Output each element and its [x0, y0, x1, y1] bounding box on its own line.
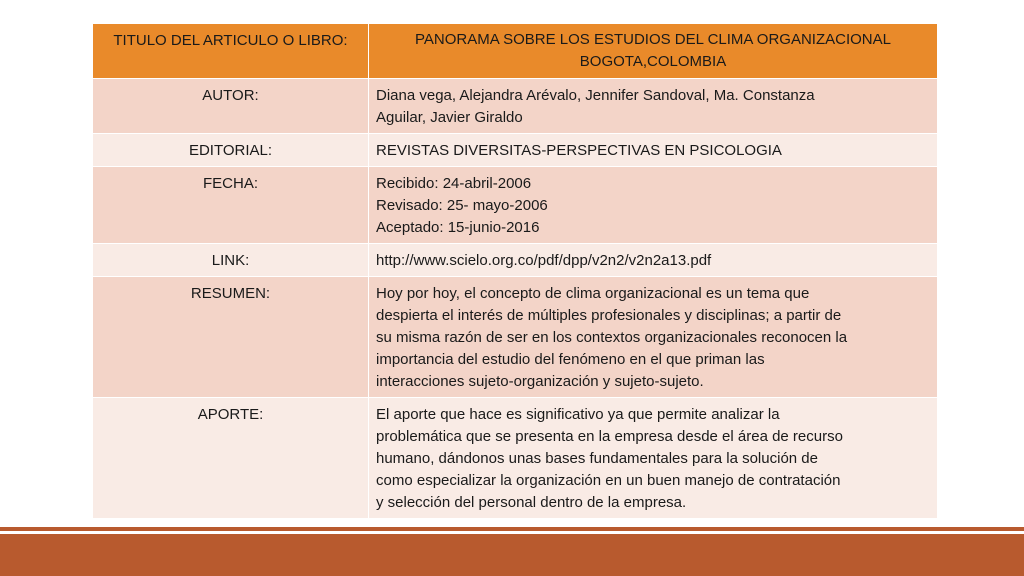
- row-label-cell: [93, 244, 369, 277]
- table-header-row: [93, 24, 938, 79]
- row-label-cell: [93, 79, 369, 134]
- table-row-resumen: [93, 277, 938, 398]
- row-value-cell: [369, 398, 938, 519]
- aporte-value-line: y selección del personal dentro de la empresa.: [376, 494, 687, 511]
- title-label-cell: [93, 24, 369, 79]
- fecha-value-line: Revisado: 25- mayo-2006: [376, 197, 548, 214]
- editorial-label: EDITORIAL:: [188, 142, 273, 159]
- aporte-value-line: problemática que se presenta en la empresa desde el área de recurso: [376, 428, 843, 445]
- link-label: LINK:: [211, 252, 250, 269]
- row-value-cell: [369, 277, 938, 398]
- row-value-cell: [369, 79, 938, 134]
- title-value-line: BOGOTA,COLOMBIA: [579, 53, 727, 70]
- row-value-cell: [369, 134, 938, 167]
- editorial-value-line: REVISTAS DIVERSITAS-PERSPECTIVAS EN PSICOLOGIA: [376, 142, 782, 159]
- fecha-value-line: Aceptado: 15-junio-2016: [376, 219, 540, 236]
- resumen-value-line: interacciones sujeto-organización y sujeto-sujeto.: [376, 373, 704, 390]
- footer-band: [0, 534, 1024, 576]
- aporte-label: APORTE:: [197, 406, 264, 423]
- link-url: http://www.scielo.org.co/pdf/dpp/v2n2/v2n2a13.pdf: [376, 252, 712, 269]
- table-row-autor: [93, 79, 938, 134]
- resumen-value-line: su misma razón de ser en los contextos organizacionales reconocen la: [376, 329, 848, 346]
- table-row-editorial: [93, 134, 938, 167]
- title-value-line: PANORAMA SOBRE LOS ESTUDIOS DEL CLIMA ORGANIZACIONAL: [415, 31, 891, 48]
- autor-label: AUTOR:: [202, 87, 259, 104]
- row-label-cell: [93, 398, 369, 519]
- resumen-value-line: despierta el interés de múltiples profesionales y disciplinas; a partir de: [376, 307, 842, 324]
- row-label-cell: [93, 167, 369, 244]
- resumen-value-line: importancia del estudio del fenómeno en el que priman las: [376, 351, 765, 368]
- row-label-cell: [93, 277, 369, 398]
- aporte-value-line: humano, dándonos unas bases fundamentales para la solución de: [376, 450, 818, 467]
- fecha-label: FECHA:: [202, 175, 258, 192]
- aporte-value-line: El aporte que hace es significativo ya que permite analizar la: [376, 406, 780, 423]
- aporte-value-line: como especializar la organización en un buen manejo de contratación: [376, 472, 841, 489]
- title-value-cell: [369, 24, 938, 79]
- table-row-link: [93, 244, 938, 277]
- table-row-fecha: [93, 167, 938, 244]
- row-value-cell: [369, 167, 938, 244]
- title-label: TITULO DEL ARTICULO O LIBRO:: [113, 32, 348, 49]
- autor-value-line: Aguilar, Javier Giraldo: [376, 109, 523, 126]
- resumen-label: RESUMEN:: [190, 285, 271, 302]
- resumen-value-line: Hoy por hoy, el concepto de clima organizacional es un tema que: [376, 285, 810, 302]
- row-label-cell: [93, 134, 369, 167]
- fecha-value-line: Recibido: 24-abril-2006: [376, 175, 532, 192]
- footer-divider-line: [0, 527, 1024, 531]
- article-summary-table: [92, 23, 938, 519]
- table-row-aporte: [93, 398, 938, 519]
- row-value-cell: [369, 244, 938, 277]
- autor-value-line: Diana vega, Alejandra Arévalo, Jennifer Sandoval, Ma. Constanza: [376, 87, 815, 104]
